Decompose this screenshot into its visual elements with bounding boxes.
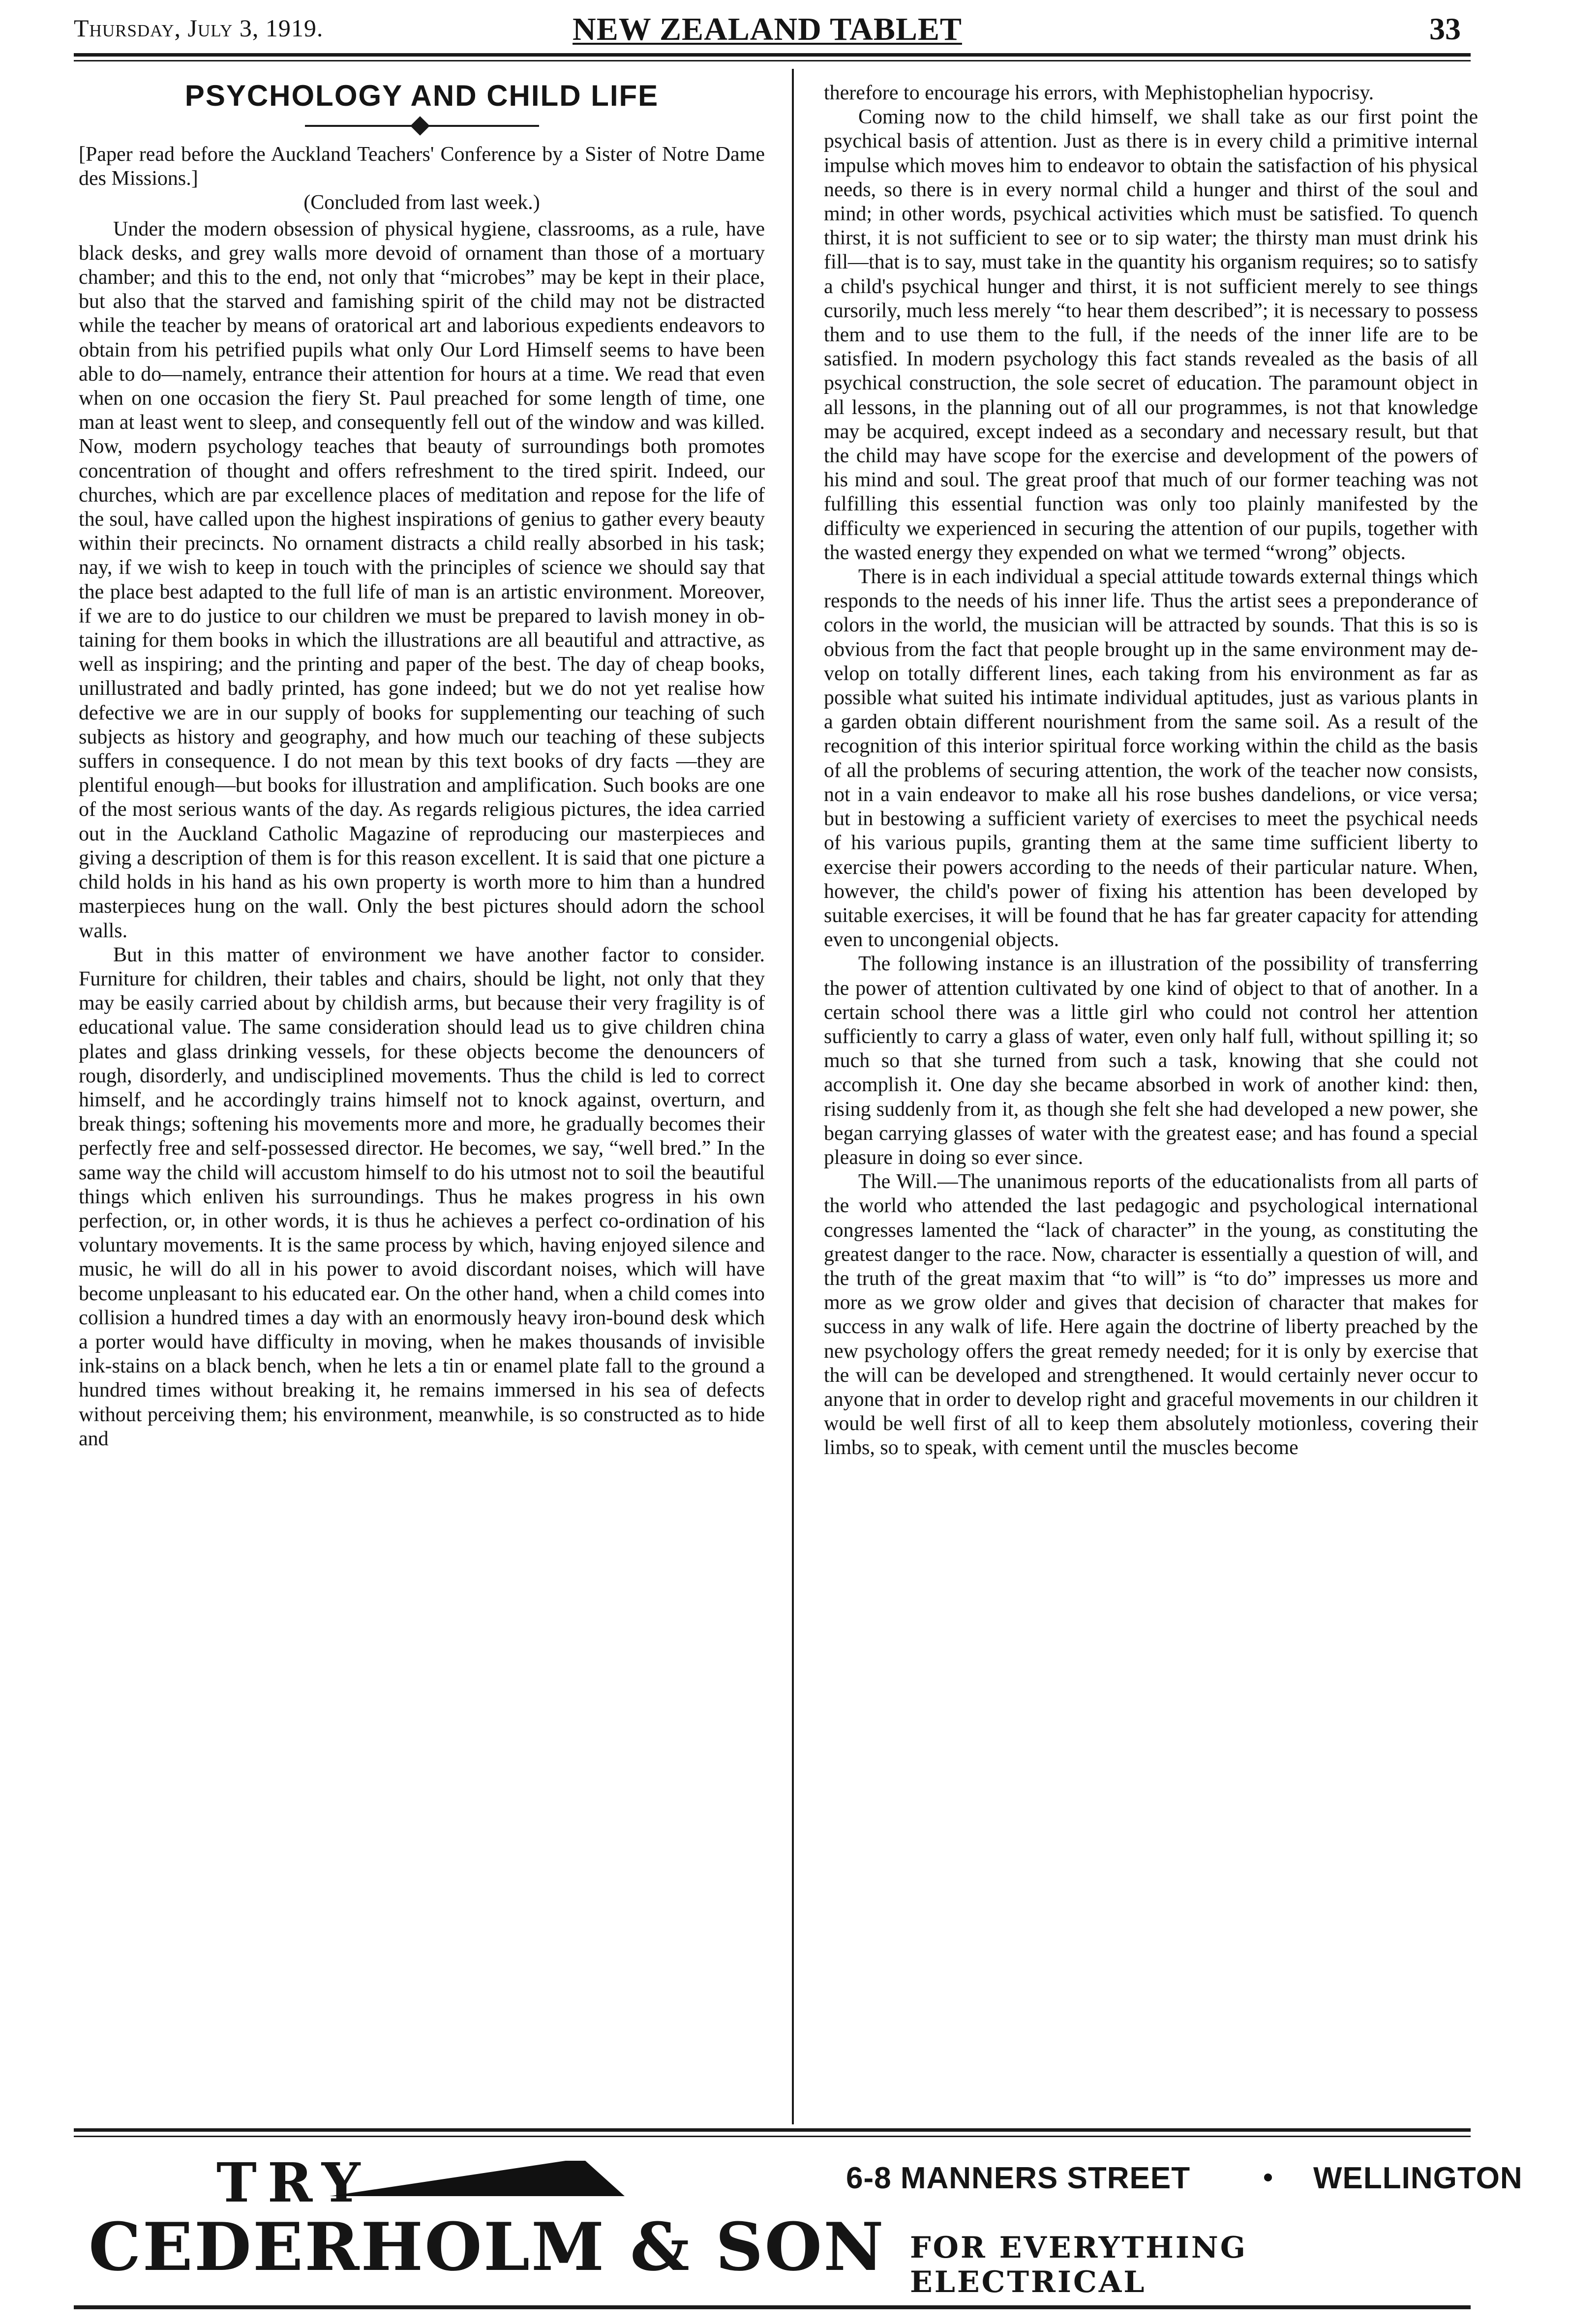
publication-title: NEW ZEALAND TABLET (573, 11, 962, 47)
ad-separator-dot (1264, 2174, 1272, 2181)
ad-try: TRY (216, 2151, 371, 2214)
article-paragraph: But in this matter of environment we have another factor to consider. Furniture for children, their tables and chairs, should be light, not only that they may be easily carried about by childish arms, but because their very fragility is of educational value. The same consideration should lead us to give children china plates and glass drinking vessels, for these objects become the denouncers of rough, disorderly, and undisciplined movements. Thus the child is led to correct himself, and he accordingly trains himself not to knock against, overturn, and break things; softening his movements more and more, he gradually becomes their perfectly free and self-possessed director. He becomes, we say, “well bred.” In the same way the child will accustom himself to do his utmost not to soil the beautiful things which enliven his surroundings. Thus he makes progress in his own perfection, or, in other words, it is thus he achieves a perfect co-ordination of his voluntary movements. It is the same process by which, having enjoyed silence and music, he will do all in his power to avoid discordant noises, which will have become unpleasant to his educated ear. On the other hand, when a child comes into collision a hundred times a day with an enormously heavy iron-bound desk which a porter would have difficulty in moving, when he makes thousands of invisible ink-stains on a black bench, when he lets a tin or enamel plate fall to the ground a hundred times without breaking it, he remains immersed in his sea of defects without perceiving them; his environment, meanwhile, is so constructed as to hide and (79, 943, 765, 1450)
masthead-rule-thin (74, 60, 1471, 61)
footer-rule-top-thick (74, 2128, 1471, 2132)
masthead (74, 11, 1461, 49)
left-column (79, 79, 765, 2178)
advertisement (74, 2139, 1523, 2306)
ornament-diamond (410, 116, 430, 136)
concluded-note: (Concluded from last week.) (303, 191, 540, 214)
ad-tagline: FOR EVERYTHING ELECTRICAL (910, 2231, 1247, 2299)
article-paragraph: The following instance is an illustration of the possibility of transferring the power of attention cultivated by one kind of object to that of another. In a certain school there was a little girl who could not control her attention sufficiently to carry a glass of water, even only half full, without spilling it; so much so that she turned from such a task, knowing that she could not accomplish it. One day she became absorbed in work of another kind: then, rising suddenly from it, as though she felt she had developed a new power, she began carrying glasses of water with the greatest ease; and has found a special pleasure in doing so ever since. (824, 953, 1478, 1169)
ad-city: WELLINGTON (1313, 2161, 1523, 2195)
article-paragraph: The Will.—The unanimous reports of the educationalists from all parts of the world who attended the last pedagogic and psychological international congresses lamented the “lack of character” in the young, as constituting the greatest danger to the race. Now, character is essentially a question of will, and the truth of the great maxim that “to will” is “to do” impresses us more and more as we grow older and gives that decision of character that makes for success in any walk of life. Here again the doctrine of liberty preached by the new psychology offers the great remedy needed; for it is only by exercise that the will can be developed and strengthened. It would certainly never occur to anyone that in order to develop right and graceful movements in our children it would be well first of all to keep them absolutely motionless, covering their limbs, so to speak, with cement until the muscles become (824, 1170, 1478, 1460)
article-paragraph: There is in each individual a special attitude towards external things which responds to the needs of his inner life. Thus the artist sees a preponderance of colors in the world, the musician will be attracted by sounds. That this is so is obvious from the fact that people brought up in the same environment may develop on totally different lines, each taking from his environment as far as possible what suited his intimate individual aptitudes, just as various plants in a garden obtain different nourishment from the same soil. As a result of the recognition of this interior spiritual force working within the child as the basis of all the problems of securing attention, the work of the teacher now consists, not in a vain endeavor to make all his rose bushes dandelions, or vice versa; but in bestowing a sufficient variety of exercises to meet the psychical needs of his various pupils, granting them at the same time sufficient liberty to exercise their powers according to the needs of their particular nature. When, however, the child's power of fixing his attention has been developed by suitable exercises, it will be found that he has far greater capacity for attending even to uncongenial objects. (824, 566, 1478, 952)
masthead-rule-thick (74, 53, 1471, 57)
ad-address: 6-8 MANNERS STREET (846, 2161, 1191, 2195)
page-number: 33 (1429, 11, 1461, 46)
footer-rule-bottom (74, 2305, 1471, 2309)
ad-firm-name: CEDERHOLM & SON (89, 2208, 885, 2286)
ad-wedge-graphic (330, 2159, 625, 2198)
right-column (824, 81, 1478, 2181)
article-paragraph: therefore to encourage his errors, with Mephistophelian hypocrisy. (824, 82, 1374, 104)
article-title: PSYCHOLOGY AND CHILD LIFE (184, 79, 659, 112)
article-paragraph: Under the modern obsession of physical hygiene, classrooms, as a rule, have black desks, and grey walls more devoid of ornament than those of a mortuary chamber; and this to the end, not only that “microbes” may be kept in their place, but also that the starved and famishing spirit of the child may not be distracted while the teacher by means of oratorical art and laborious expedients endeavors to obtain from his petrified pupils what only Our Lord Himself seems to have been able to do—namely, entrance their attention for hours at a time. We read that even when on one occasion the fiery St. Paul preached for some length of time, one man at least went to sleep, and consequently fell out of the window and was killed. Now, modern psychology teaches that beauty of surroundings both promotes concentration of thought and offers refreshment to the tired spirit. Indeed, our churches, which are par excellence places of meditation and repose for the life of the soul, have called upon the highest inspirations of genius to gather every beauty within their precincts. No ornament distracts a child really absorbed in his task; nay, if we wish to keep in touch with the principles of science we should say that the place best adapted to the full life of man is an artistic environment. Moreover, if we are to do justice to our children we must be prepared to lavish money in obtaining for them books in which the illustrations are all beautiful and attractive, as well as inspiring; and the printing and paper of the best. The day of cheap books, unillustrated and badly printed, has gone indeed; but we do not yet realise how defective we are in our supply of books for supplementing our teaching of such subjects as history and geography, and how much our teaching of these subjects suffers in consequence. I do not mean by this text books of dry facts —they are plentiful enough—but books for illustration and amplification. Such books are one of the most serious wants of the day. As regards religious pictures, the idea carried out in the Auckland Catholic Magazine of reproducing our masterpieces and giving a description of them is for this reason excellent. It is said that one picture a child holds in his hand as his own property is worth more to him than a hundred masterpieces hung on the wall. Only the best pictures should adorn the school walls. (79, 217, 765, 942)
title-ornament (79, 116, 765, 136)
footer-rule-top-thin (74, 2136, 1471, 2137)
article-paragraph: Coming now to the child himself, we shall take as our first point the psychical basis of attention. Just as there is in every child a primitive internal impulse which moves him to endeavor to obtain the satisfaction of his physical needs, so there is in every normal child a hunger and thirst of the soul and mind; in other words, psychical activities which must be satisfied. To quench thirst, it is not sufficient to see or to sip water; the thirsty man must drink his fill—that is to say, must take in the quantity his organism requires; so to satisfy a child's psychical hunger and thirst, it is not sufficient merely to see things cursorily, much less merely “to hear them described”; it is necessary to possess them and to use them to the full, if the needs of the inner life are to be satisfied. In modern psychology this fact stands revealed as the basis of all psychical construction, the sole secret of education. The paramount object in all lessons, in the planning out of all our programmes, is not that knowledge may be acquired, except indeed as a secondary and necessary result, but that the child may have scope for the exercise and development of the powers of his mind and soul. The great proof that much of our former teaching was not fulfilling this essential function was only too plainly manifested by the difficulty we experienced in securing the attention of our pupils, together with the wasted energy they expended on what we termed “wrong” objects. (824, 106, 1478, 564)
column-divider (792, 69, 794, 2124)
issue-date: Thursday, July 3, 1919. (74, 14, 324, 42)
article-subtitle: [Paper read before the Auckland Teachers' Conference by a Sister of Notre Dame des Missions.] (79, 143, 765, 190)
